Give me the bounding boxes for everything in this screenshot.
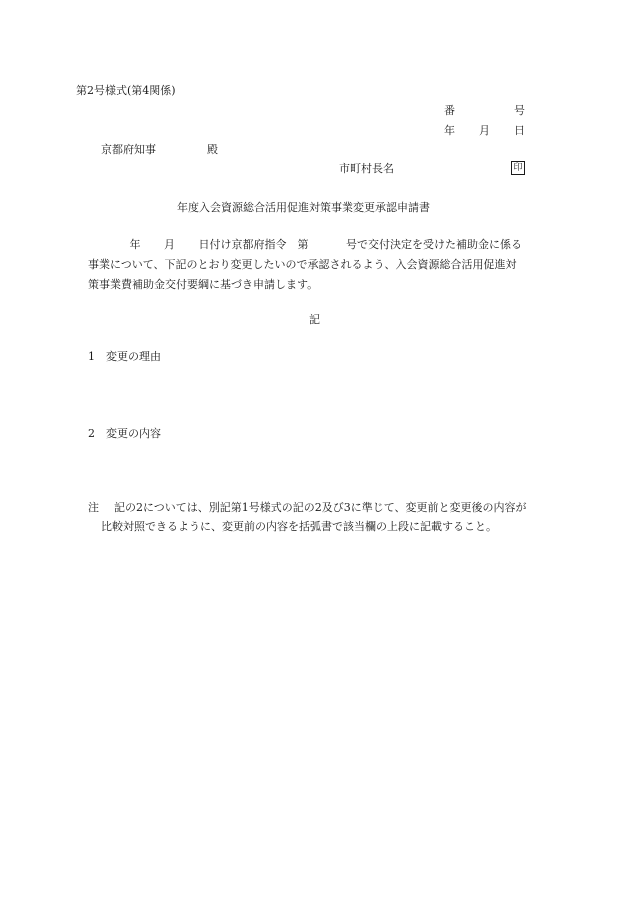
date-year: 年 — [444, 124, 455, 137]
body-year: 年 — [129, 238, 141, 251]
item-1-number: 1 — [88, 350, 95, 363]
body-directive: 日付け京都府指令 第 — [198, 238, 309, 251]
number-suffix: 号 — [514, 104, 525, 117]
date-day: 日 — [514, 124, 525, 137]
item-2-label: 変更の内容 — [106, 427, 161, 440]
note-line-2: 比較対照できるように、変更前の内容を括弧書で該当欄の上段に記載すること。 — [101, 520, 497, 533]
body-line-1 — [88, 235, 560, 255]
body-line1-tail: 号で交付決定を受けた補助金に係る — [346, 238, 522, 251]
note-prefix: 注 — [88, 501, 99, 514]
body-line-2: 事業について、下記のとおり変更したいので承認されるよう、入会資源総合活用促進対 — [88, 258, 517, 271]
seal-mark: 印 — [511, 161, 525, 175]
addressee-honorific: 殿 — [207, 143, 218, 156]
body-line-3: 策事業費補助金交付要綱に基づき申請します。 — [88, 278, 319, 291]
body-paragraph — [88, 235, 560, 295]
body-month: 月 — [164, 238, 175, 251]
applicant-label: 市町村長名 — [339, 162, 394, 175]
item-2-number: 2 — [88, 427, 95, 440]
number-label: 番 — [444, 104, 455, 117]
ki-heading: 記 — [309, 313, 320, 326]
item-1-label: 変更の理由 — [106, 350, 161, 363]
form-id: 第2号様式(第4関係) — [76, 84, 176, 97]
addressee-name: 京都府知事 — [101, 143, 156, 156]
note-line-1: 記の2については、別記第1号様式の記の2及び3に準じて、変更前と変更後の内容が — [114, 501, 527, 514]
document-title: 年度入会資源総合活用促進対策事業変更承認申請書 — [177, 201, 430, 214]
date-month: 月 — [479, 124, 490, 137]
